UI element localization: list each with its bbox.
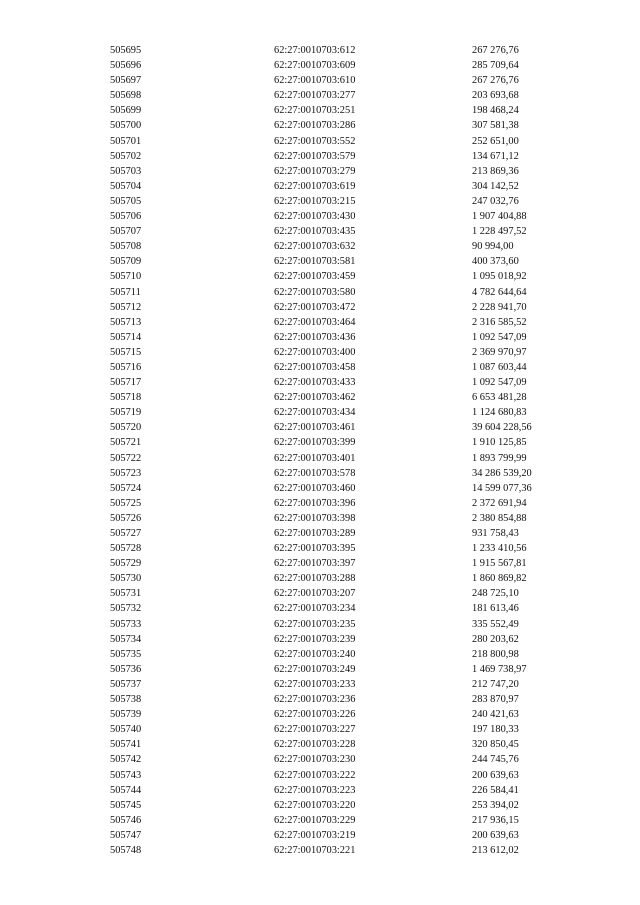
cadastral-number: 62:27:0010703:578: [274, 467, 356, 479]
cadastral-value: 213 612,02: [472, 844, 519, 856]
record-number: 505704: [110, 180, 142, 192]
record-number: 505701: [110, 135, 142, 147]
cadastral-number: 62:27:0010703:279: [274, 165, 356, 177]
cadastral-number: 62:27:0010703:234: [274, 603, 356, 615]
cadastral-number: 62:27:0010703:464: [274, 316, 356, 328]
cadastral-number: 62:27:0010703:398: [274, 512, 356, 524]
cadastral-value: 1 915 567,81: [472, 558, 527, 570]
record-number: 505727: [110, 528, 142, 539]
cadastral-number: 62:27:0010703:236: [274, 694, 356, 706]
record-number: 505721: [110, 437, 142, 449]
cadastral-value: 1 910 125,85: [472, 437, 527, 449]
record-number: 505724: [110, 482, 142, 494]
table-row: [110, 647, 580, 662]
cadastral-value: 134 671,12: [472, 150, 519, 162]
table-row: [110, 88, 580, 103]
record-number: 505738: [110, 694, 142, 706]
cadastral-value: 400 373,60: [472, 256, 519, 268]
record-number: 505731: [110, 588, 142, 600]
cadastral-value: 1 907 404,88: [472, 211, 527, 223]
cadastral-number: 62:27:0010703:461: [274, 422, 356, 434]
cadastral-number: 62:27:0010703:433: [274, 377, 356, 389]
cadastral-number: 62:27:0010703:395: [274, 543, 356, 555]
table-row: [110, 315, 580, 330]
record-number: 505715: [110, 346, 142, 358]
table-row: [110, 239, 580, 254]
cadastral-number: 62:27:0010703:434: [274, 407, 356, 419]
cadastral-value: 203 693,68: [472, 90, 519, 102]
record-number: 505700: [110, 120, 142, 132]
record-number: 505741: [110, 739, 142, 751]
cadastral-number: 62:27:0010703:221: [274, 844, 356, 856]
table-row: [110, 360, 580, 375]
cadastral-number: 62:27:0010703:459: [274, 271, 356, 283]
record-number: 505706: [110, 211, 142, 223]
cadastral-number: 62:27:0010703:228: [274, 739, 356, 751]
cadastral-value: 253 394,02: [472, 799, 519, 811]
cadastral-value: 252 651,00: [472, 135, 519, 147]
record-number: 505720: [110, 422, 142, 434]
cadastral-value: 6 653 481,28: [472, 392, 527, 404]
cadastral-value: 2 316 585,52: [472, 316, 527, 328]
cadastral-number: 62:27:0010703:401: [274, 452, 356, 464]
table-row: [110, 375, 580, 390]
cadastral-value: 1 092 547,09: [472, 331, 527, 343]
cadastral-value: 931 758,43: [472, 528, 519, 539]
cadastral-number: 62:27:0010703:219: [274, 829, 356, 841]
record-number: 505743: [110, 769, 142, 781]
cadastral-number: 62:27:0010703:399: [274, 437, 356, 449]
record-number: 505736: [110, 663, 142, 675]
table-row: [110, 224, 580, 239]
table-row: [110, 556, 580, 571]
cadastral-value: 1 087 603,44: [472, 361, 527, 373]
record-number: 505729: [110, 558, 142, 570]
table-row: [110, 752, 580, 767]
table-row: [110, 526, 580, 541]
cadastral-value: 226 584,41: [472, 784, 519, 796]
record-number: 505719: [110, 407, 142, 419]
record-number: 505714: [110, 331, 142, 343]
record-number: 505712: [110, 301, 142, 313]
cadastral-value: 1 233 410,56: [472, 543, 527, 555]
table-row: [110, 73, 580, 88]
cadastral-number: 62:27:0010703:400: [274, 346, 356, 358]
table-row: [110, 254, 580, 269]
table-row: [110, 707, 580, 722]
record-number: 505733: [110, 618, 142, 630]
cadastral-value: 304 142,52: [472, 180, 519, 192]
cadastral-value: 240 421,63: [472, 709, 519, 721]
table-row: [110, 466, 580, 481]
record-number: 505695: [110, 45, 142, 56]
record-number: 505709: [110, 256, 142, 268]
cadastral-number: 62:27:0010703:632: [274, 241, 356, 253]
cadastral-number: 62:27:0010703:215: [274, 195, 356, 207]
cadastral-value: 1 469 738,97: [472, 663, 527, 675]
record-number: 505696: [110, 60, 142, 72]
cadastral-number: 62:27:0010703:251: [274, 105, 356, 117]
table-row: [110, 420, 580, 435]
table-row: [110, 677, 580, 692]
cadastral-value: 200 639,63: [472, 829, 519, 841]
table-row: [110, 722, 580, 737]
cadastral-number: 62:27:0010703:227: [274, 724, 356, 736]
cadastral-number: 62:27:0010703:610: [274, 75, 356, 87]
table-row: [110, 118, 580, 133]
record-number: 505737: [110, 678, 142, 690]
cadastral-number: 62:27:0010703:430: [274, 211, 356, 223]
cadastral-value: 197 180,33: [472, 724, 519, 736]
cadastral-number: 62:27:0010703:223: [274, 784, 356, 796]
table-row: [110, 586, 580, 601]
record-number: 505705: [110, 195, 142, 207]
cadastral-number: 62:27:0010703:233: [274, 678, 356, 690]
record-number: 505716: [110, 361, 142, 373]
table-row: [110, 390, 580, 405]
record-number: 505732: [110, 603, 142, 615]
table-row: [110, 300, 580, 315]
record-number: 505728: [110, 543, 142, 555]
cadastral-number: 62:27:0010703:436: [274, 331, 356, 343]
cadastral-number: 62:27:0010703:229: [274, 814, 356, 826]
record-number: 505717: [110, 377, 142, 389]
cadastral-value: 280 203,62: [472, 633, 519, 645]
data-table: [110, 43, 580, 858]
table-row: [110, 601, 580, 616]
table-row: [110, 768, 580, 783]
cadastral-value: 307 581,38: [472, 120, 519, 132]
cadastral-value: 200 639,63: [472, 769, 519, 781]
cadastral-number: 62:27:0010703:460: [274, 482, 356, 494]
table-row: [110, 511, 580, 526]
record-number: 505698: [110, 90, 142, 102]
cadastral-number: 62:27:0010703:612: [274, 45, 356, 56]
record-number: 505711: [110, 286, 141, 298]
cadastral-value: 1 893 799,99: [472, 452, 527, 464]
table-row: [110, 571, 580, 586]
cadastral-value: 267 276,76: [472, 75, 519, 87]
cadastral-number: 62:27:0010703:230: [274, 754, 356, 766]
table-row: [110, 798, 580, 813]
cadastral-number: 62:27:0010703:579: [274, 150, 356, 162]
cadastral-value: 198 468,24: [472, 105, 519, 117]
table-row: [110, 451, 580, 466]
cadastral-number: 62:27:0010703:286: [274, 120, 356, 132]
cadastral-value: 247 032,76: [472, 195, 519, 207]
record-number: 505725: [110, 497, 142, 509]
cadastral-value: 320 850,45: [472, 739, 519, 751]
table-row: [110, 179, 580, 194]
record-number: 505726: [110, 512, 142, 524]
table-row: [110, 496, 580, 511]
record-number: 505710: [110, 271, 142, 283]
cadastral-value: 248 725,10: [472, 588, 519, 600]
table-row: [110, 783, 580, 798]
record-number: 505718: [110, 392, 142, 404]
cadastral-number: 62:27:0010703:222: [274, 769, 356, 781]
cadastral-number: 62:27:0010703:472: [274, 301, 356, 313]
cadastral-number: 62:27:0010703:277: [274, 90, 356, 102]
cadastral-number: 62:27:0010703:462: [274, 392, 356, 404]
table-row: [110, 541, 580, 556]
cadastral-value: 267 276,76: [472, 45, 519, 56]
table-row: [110, 662, 580, 677]
record-number: 505707: [110, 226, 142, 238]
record-number: 505746: [110, 814, 142, 826]
table-row: [110, 813, 580, 828]
record-number: 505745: [110, 799, 142, 811]
table-row: [110, 134, 580, 149]
table-row: [110, 269, 580, 284]
table-row: [110, 737, 580, 752]
cadastral-value: 90 994,00: [472, 241, 514, 253]
record-number: 505713: [110, 316, 142, 328]
table-row: [110, 692, 580, 707]
table-row: [110, 149, 580, 164]
record-number: 505722: [110, 452, 142, 464]
table-row: [110, 43, 580, 58]
cadastral-value: 1 860 869,82: [472, 573, 527, 585]
table-row: [110, 285, 580, 300]
table-row: [110, 405, 580, 420]
cadastral-number: 62:27:0010703:396: [274, 497, 356, 509]
record-number: 505735: [110, 648, 142, 660]
table-row: [110, 843, 580, 858]
cadastral-number: 62:27:0010703:235: [274, 618, 356, 630]
cadastral-number: 62:27:0010703:580: [274, 286, 356, 298]
record-number: 505742: [110, 754, 142, 766]
cadastral-value: 1 124 680,83: [472, 407, 527, 419]
table-row: [110, 632, 580, 647]
record-number: 505730: [110, 573, 142, 585]
cadastral-number: 62:27:0010703:226: [274, 709, 356, 721]
record-number: 505708: [110, 241, 142, 253]
cadastral-value: 1 228 497,52: [472, 226, 527, 238]
record-number: 505748: [110, 844, 142, 856]
cadastral-value: 335 552,49: [472, 618, 519, 630]
record-number: 505734: [110, 633, 142, 645]
cadastral-value: 2 228 941,70: [472, 301, 527, 313]
cadastral-value: 2 369 970,97: [472, 346, 527, 358]
table-row: [110, 194, 580, 209]
table-row: [110, 209, 580, 224]
cadastral-value: 1 095 018,92: [472, 271, 527, 283]
table-row: [110, 103, 580, 118]
cadastral-number: 62:27:0010703:609: [274, 60, 356, 72]
cadastral-value: 14 599 077,36: [472, 482, 532, 494]
table-row: [110, 58, 580, 73]
cadastral-value: 244 745,76: [472, 754, 519, 766]
record-number: 505697: [110, 75, 142, 87]
cadastral-value: 4 782 644,64: [472, 286, 527, 298]
cadastral-number: 62:27:0010703:240: [274, 648, 356, 660]
record-number: 505702: [110, 150, 142, 162]
cadastral-value: 1 092 547,09: [472, 377, 527, 389]
cadastral-value: 181 613,46: [472, 603, 519, 615]
cadastral-number: 62:27:0010703:249: [274, 663, 356, 675]
cadastral-number: 62:27:0010703:397: [274, 558, 356, 570]
cadastral-number: 62:27:0010703:581: [274, 256, 356, 268]
record-number: 505744: [110, 784, 142, 796]
cadastral-number: 62:27:0010703:289: [274, 528, 356, 539]
record-number: 505747: [110, 829, 142, 841]
cadastral-number: 62:27:0010703:288: [274, 573, 356, 585]
record-number: 505703: [110, 165, 142, 177]
cadastral-value: 218 800,98: [472, 648, 519, 660]
cadastral-value: 285 709,64: [472, 60, 519, 72]
table-row: [110, 828, 580, 843]
table-row: [110, 164, 580, 179]
record-number: 505739: [110, 709, 142, 721]
cadastral-value: 2 380 854,88: [472, 512, 527, 524]
record-number: 505699: [110, 105, 142, 117]
cadastral-value: 217 936,15: [472, 814, 519, 826]
cadastral-number: 62:27:0010703:435: [274, 226, 356, 238]
cadastral-value: 212 747,20: [472, 678, 519, 690]
cadastral-number: 62:27:0010703:207: [274, 588, 356, 600]
table-row: [110, 481, 580, 496]
table-row: [110, 435, 580, 450]
cadastral-number: 62:27:0010703:552: [274, 135, 356, 147]
cadastral-value: 283 870,97: [472, 694, 519, 706]
cadastral-number: 62:27:0010703:239: [274, 633, 356, 645]
cadastral-number: 62:27:0010703:458: [274, 361, 356, 373]
cadastral-value: 39 604 228,56: [472, 422, 532, 434]
cadastral-value: 213 869,36: [472, 165, 519, 177]
cadastral-value: 34 286 539,20: [472, 467, 532, 479]
cadastral-value: 2 372 691,94: [472, 497, 527, 509]
table-row: [110, 330, 580, 345]
table-row: [110, 617, 580, 632]
cadastral-number: 62:27:0010703:220: [274, 799, 356, 811]
table-row: [110, 345, 580, 360]
cadastral-number: 62:27:0010703:619: [274, 180, 356, 192]
record-number: 505740: [110, 724, 142, 736]
record-number: 505723: [110, 467, 142, 479]
